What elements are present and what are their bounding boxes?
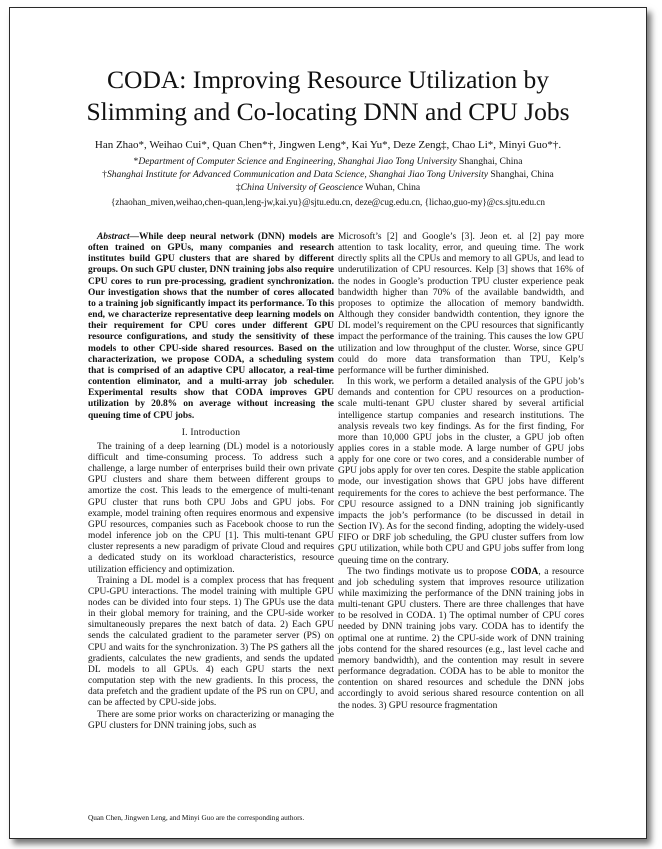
affiliation-3 xyxy=(10,182,646,194)
affiliation-place: Shanghai, China xyxy=(456,156,523,167)
left-column xyxy=(88,232,334,732)
affiliation-place: Shanghai, China xyxy=(488,169,554,180)
affiliation-mark: * xyxy=(133,156,139,167)
abstract-label: Abstract xyxy=(97,232,130,242)
right-column xyxy=(338,232,584,712)
paper-page xyxy=(9,7,647,839)
intro-paragraph-3: There are some prior works on characterizing or managing the GPU clusters for DNN training jobs, such as xyxy=(88,709,334,731)
affiliation-mark: † xyxy=(102,169,107,180)
intro-paragraph-5: In this work, we perform a detailed analysis of the GPU job’s demands and contention for CPU resources on a production-scale multi-tenant GPU cluster shared by several artificial intelligence startup companies and research institutions. The analysis reveals two key findings. As for the first finding, For more than 10,000 GPU jobs in the cluster, a GPU job often applies cores in a stable mode. A large number of GPU jobs apply for one core or two cores, and a considerable number of GPU jobs apply for over ten cores. Despite the stable application mode, our investigation shows that GPU jobs have different requirements for the cores to achieve the best performance. The CPU resource assigned to a DNN training job significantly impacts the job’s performance (to be discussed in detail in Section IV). As for the second finding, adopting the widely-used FIFO or DRF job scheduling, the GPU cluster suffers from low GPU utilization, while both CPU and GPU jobs suffer from long queuing time on the contrary. xyxy=(338,377,584,566)
author-list: Han Zhao*, Weihao Cui*, Quan Chen*†, Jingwen Leng*, Kai Yu*, Deze Zeng‡, Chao Li*, Minyi Guo*†. xyxy=(94,139,562,151)
affiliation-1 xyxy=(10,156,646,168)
section-heading: I. Introduction xyxy=(181,426,241,438)
author-emails: {zhaohan_miven,weihao,chen-quan,leng-jw,kai.yu}@sjtu.edu.cn, deze@cug.edu.cn, {lichao,guo-my}@cs.sjtu.edu.cn xyxy=(110,197,546,207)
intro-paragraph-6 xyxy=(338,567,584,712)
system-name: CODA xyxy=(510,566,539,577)
affiliation-name: Shanghai Institute for Advanced Communication and Data Science, Shanghai Jiao Tong University xyxy=(106,169,488,180)
intro-paragraph-1: The training of a deep learning (DL) model is a notoriously difficult and time-consuming process. To address such a challenge, a large number of enterprises build their own private GPU clusters and share them between different groups to amortize the cost. This leads to the emergence of multi-tenant GPU cluster that runs both CPU Jobs and GPU jobs. For example, model training often requires enormous and expensive GPU resources, companies such as Facebook choose to run the model inference job on the CPU [1]. This multi-tenant GPU cluster represents a new paradigm of private Cloud and requires a dedicated study on its workload characteristics, resource utilization efficiency and optimization. xyxy=(88,441,334,575)
intro-paragraph-2: Training a DL model is a complex process that has frequent CPU-GPU interactions. The model training with multiple GPU nodes can be divided into four steps. 1) The GPUs use the data in their global memory for training, and the CPU-side worker simultaneously prepares the next batch of data. 2) Each GPU sends the calculated gradient to the parameter server (PS) on CPU and waits for the synchronization. 3) The PS gathers all the gradients, calculates the new gradients, and sends the updated DL models to all GPUs. 4) each GPU starts the next computation step with the new gradients. In this process, the data prefetch and the gradient update of the PS run on CPU, and can be affected by CPU-side jobs. xyxy=(88,575,334,709)
affiliation-mark: ‡ xyxy=(235,182,241,193)
abstract-text: —While deep neural network (DNN) models are often trained on GPUs, many companies and research institutes build GPU clusters that are shared by different groups. On such GPU cluster, DNN training jobs also require CPU cores to run pre-processing, gradient synchronization. Our investigation shows that the number of cores allocated to a training job significantly impact its performance. To this end, we characterize representative deep learning models on their requirement for CPU cores under different GPU resource configurations, and study the sensitivity of these models to other CPU-side shared resources. Based on the characterization, we propose CODA, a scheduling system that is comprised of an adaptive CPU allocator, a real-time contention eliminator, and a multi-array job scheduler. Experimental results show that CODA improves GPU utilization by 20.8% on average without increasing the queuing time of CPU jobs. xyxy=(88,232,334,421)
p6-before: The two findings motivate us to propose xyxy=(347,566,511,577)
intro-paragraph-4: Microsoft’s [2] and Google’s [3]. Jeon et. al [2] pay more attention to task locality, error, and queuing time. The work directly splits all the CPUs and memory to all GPUs, and lead to underutilization of CPU resources. Kelp [3] shows that 16% of the nodes in Google’s production TPU cluster experience peak bandwidth higher than 70% of the available bandwidth, and proposes to optimize the allocation of memory bandwidth. Although they consider bandwidth contention, they ignore the DL model’s requirement on the CPU resources that significantly impact the performance of the training. This causes the low GPU utilization and low throughput of the cluster. Worse, since GPU could do more data transformation than TPU, Kelp’s performance will be further diminished. xyxy=(338,232,584,376)
paper-title xyxy=(10,64,646,128)
corresponding-authors-footnote: Quan Chen, Jingwen Leng, and Minyi Guo are the corresponding authors. xyxy=(88,813,305,822)
affiliation-2 xyxy=(10,169,646,181)
title-line-1: CODA: Improving Resource Utilization by xyxy=(107,65,549,94)
affiliation-name: Department of Computer Science and Engineering, Shanghai Jiao Tong University xyxy=(138,156,457,167)
p6-after: , a resource and job scheduling system that improves resource utilization while maximizing the performance of the DNN training jobs in multi-tenant GPU clusters. There are three challenges that have to be resolved in CODA. 1) The optimal number of CPU cores needed by DNN training jobs vary. CODA has to identify the optimal one at runtime. 2) the CPU-side work of DNN training jobs contend for the shared resources (e.g., last level cache and memory bandwidth), and the contention may result in severe performance degradation. CODA has to be able to monitor the contention on shared resources and schedule the DNN jobs accordingly to avoid serious shared resource contention on all the nodes. 3) GPU resource fragmentation xyxy=(338,566,584,711)
title-line-2: Slimming and Co-locating DNN and CPU Jobs xyxy=(86,97,570,126)
abstract xyxy=(88,232,334,422)
affiliation-place: Wuhan, China xyxy=(362,182,421,193)
affiliation-name: China University of Geoscience xyxy=(240,182,363,193)
